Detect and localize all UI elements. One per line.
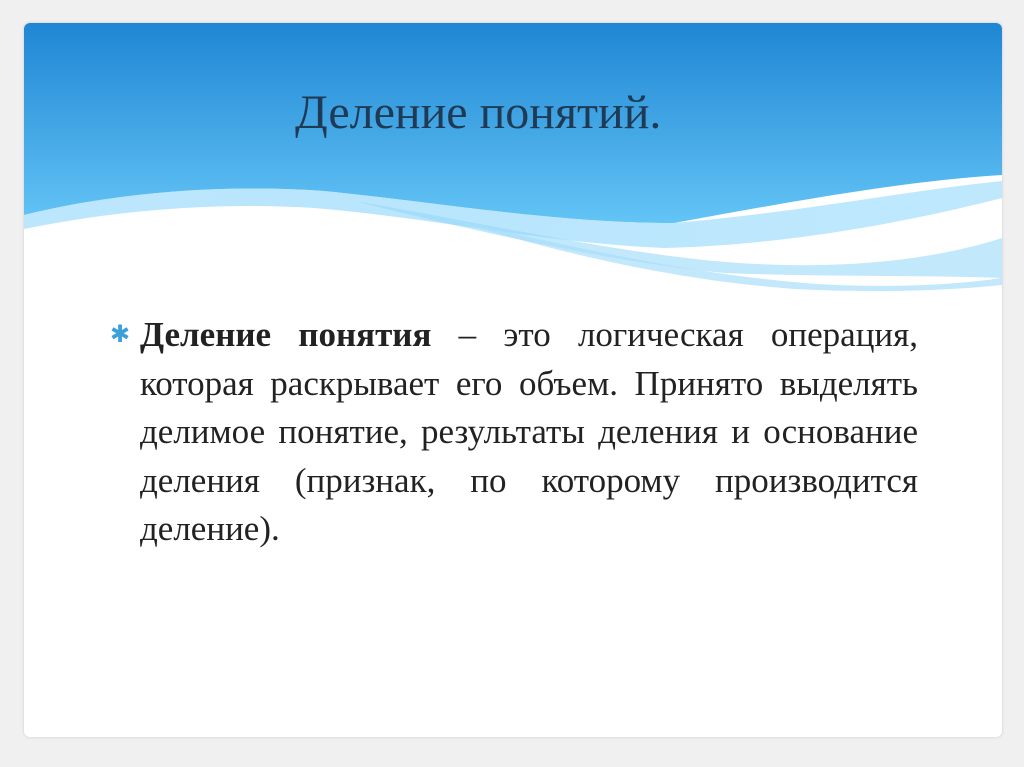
definition-text: – это логическая операция, которая раскрывает его объем. Принято выделять делимое понятие, результаты деления и основание деления (признак, по которому производится деление). [140,315,919,548]
bullet-paragraph [140,311,918,554]
header-wave-background [24,23,1002,293]
slide-title: Деление понятий. [295,86,662,139]
content-list [110,311,918,554]
definition-term: Деление понятия [140,315,432,354]
slide [24,23,1002,737]
asterisk-bullet-icon: ✱ [110,322,131,348]
